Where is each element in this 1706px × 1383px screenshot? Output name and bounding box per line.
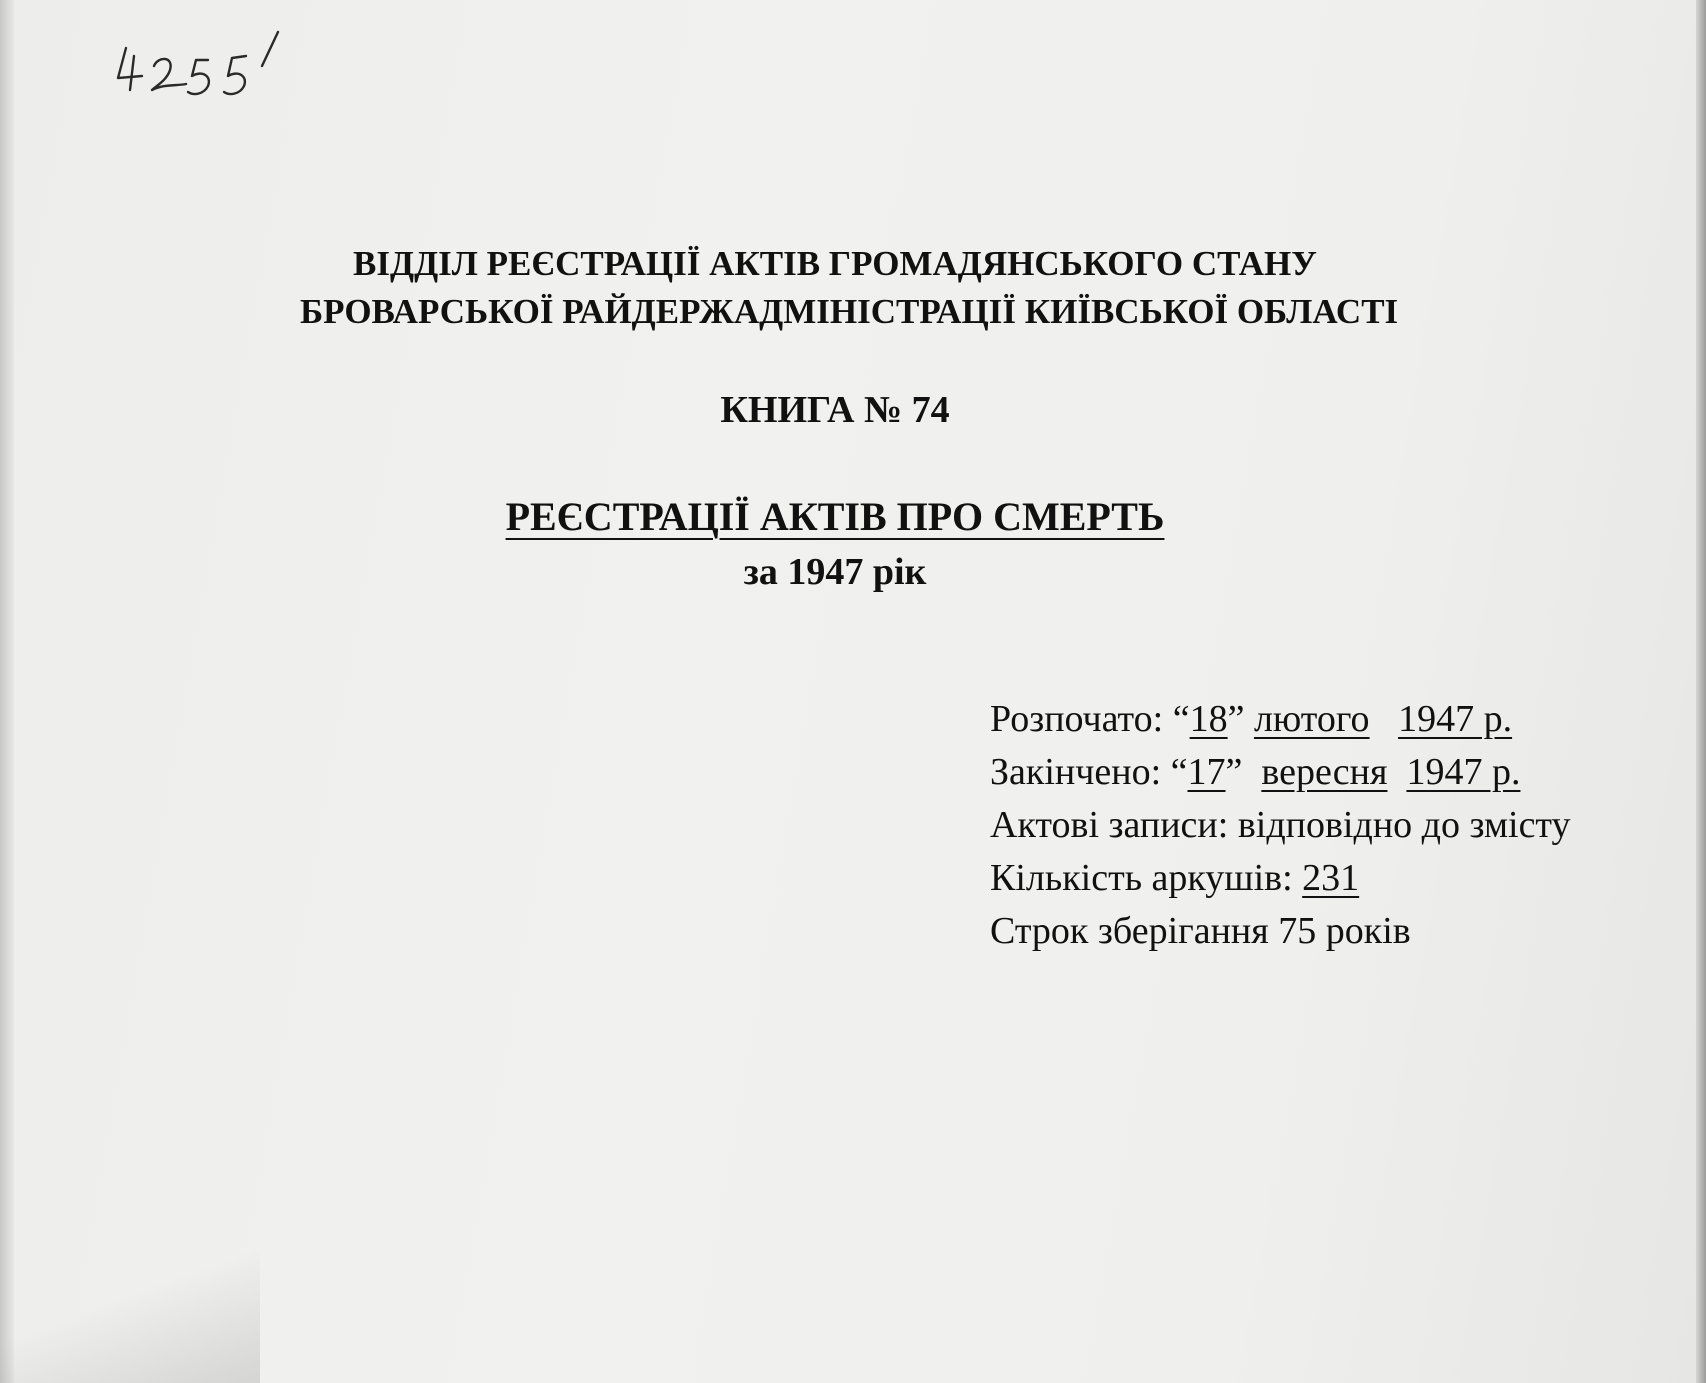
sheets-count: 231: [1302, 857, 1360, 899]
started-day: 18: [1189, 698, 1228, 740]
started-year: 1947 р.: [1398, 698, 1513, 740]
registry-title-text: РЕЄСТРАЦІЇ АКТІВ ПРО СМЕРТЬ: [505, 494, 1165, 539]
registry-year: за 1947 рік: [743, 551, 927, 593]
records-row: Актові записи: відповідно до змісту: [990, 804, 1571, 846]
page-left-edge: [0, 0, 14, 1383]
finished-month: вересня: [1261, 751, 1388, 793]
handwritten-archive-number: [112, 26, 292, 106]
header-line-2: БРОВАРСЬКОЇ РАЙДЕРЖАДМІНІСТРАЦІЇ КИЇВСЬКОЇ ОБЛАСТІ: [300, 292, 1399, 331]
finished-quote: ”: [1225, 751, 1243, 793]
registry-title: [300, 493, 1370, 540]
book-number: КНИГА № 74: [720, 389, 950, 431]
record-info: [990, 693, 1571, 958]
sheets-row: [990, 852, 1571, 905]
started-label: Розпочато: “: [990, 698, 1190, 740]
started-month: лютого: [1253, 698, 1370, 740]
page-right-edge: [1696, 0, 1706, 1383]
finished-year: 1947 р.: [1406, 751, 1521, 793]
header-line-1: ВІДДІЛ РЕЄСТРАЦІЇ АКТІВ ГРОМАДЯНСЬКОГО СТАНУ: [353, 244, 1317, 283]
finished-row: [990, 746, 1571, 799]
sheets-label: Кількість аркушів:: [990, 857, 1293, 899]
started-quote: ”: [1227, 698, 1245, 740]
retention-row: Строк зберігання 75 років: [990, 910, 1411, 952]
department-header: [300, 240, 1399, 336]
finished-day: 17: [1187, 751, 1226, 793]
finished-label: Закінчено: “: [990, 751, 1188, 793]
page-corner-shadow: [0, 1250, 260, 1383]
started-row: [990, 693, 1571, 746]
